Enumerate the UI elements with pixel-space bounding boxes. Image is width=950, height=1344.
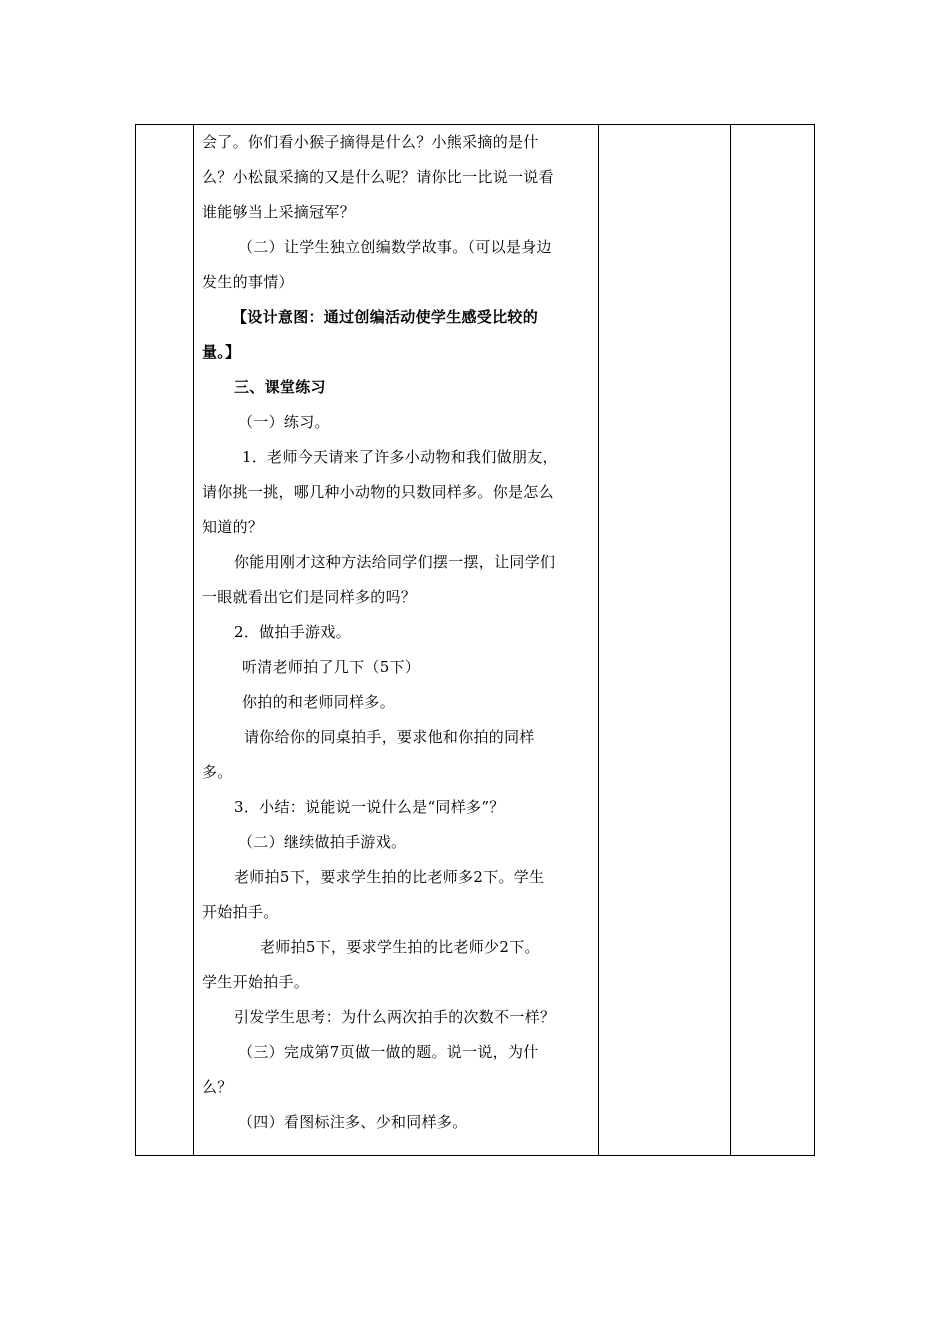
content-line: 老师拍5下，要求学生拍的比老师多2下。学生	[234, 868, 545, 886]
content-line: 开始拍手。	[202, 903, 279, 921]
content-line: 请你挑一挑，哪几种小动物的只数同样多。你是怎么	[202, 483, 554, 501]
content-line: 么？	[202, 1078, 233, 1096]
content-line: 你能用刚才这种方法给同学们摆一摆，让同学们	[234, 553, 556, 571]
content-line: 么？小松鼠采摘的又是什么呢？请你比一比说一说看	[202, 168, 554, 186]
content-line: 1．老师今天请来了许多小动物和我们做朋友，	[242, 448, 558, 466]
content-line: 会了。你们看小猴子摘得是什么？小熊采摘的是什	[202, 133, 539, 151]
lesson-content-column	[194, 125, 599, 1155]
content-line: 请你给你的同桌拍手，要求他和你拍的同样	[244, 728, 535, 746]
content-line: 3．小结：说能说一说什么是“同样多”？	[234, 798, 505, 816]
content-line: 听清老师拍了几下（5下）	[242, 658, 421, 676]
content-line: （三）完成第7页做一做的题。说一说，为什	[238, 1043, 539, 1061]
content-line: 量。】	[202, 343, 241, 361]
content-line: （四）看图标注多、少和同样多。	[238, 1113, 468, 1131]
content-line: 知道的？	[202, 518, 264, 536]
content-line: 【设计意图：通过创编活动使学生感受比较的	[232, 308, 539, 326]
content-line: （二）继续做拍手游戏。	[238, 833, 407, 851]
content-line: 老师拍5下，要求学生拍的比老师少2下。	[260, 938, 540, 956]
content-line: 三、课堂练习	[234, 378, 326, 396]
content-line: 发生的事情）	[202, 273, 294, 291]
content-line: 2．做拍手游戏。	[234, 623, 351, 641]
content-line: （二）让学生独立创编数学故事。（可以是身边	[238, 238, 552, 256]
column-divider-3	[730, 125, 731, 1155]
content-line: 你拍的和老师同样多。	[242, 693, 396, 711]
content-line: （一）练习。	[238, 413, 330, 431]
content-line: 学生开始拍手。	[202, 973, 310, 991]
content-line: 多。	[202, 763, 233, 781]
content-line: 一眼就看出它们是同样多的吗？	[202, 588, 417, 606]
lesson-plan-table	[135, 124, 815, 1156]
content-line: 引发学生思考：为什么两次拍手的次数不一样？	[234, 1008, 556, 1026]
content-line: 谁能够当上采摘冠军？	[202, 203, 356, 221]
